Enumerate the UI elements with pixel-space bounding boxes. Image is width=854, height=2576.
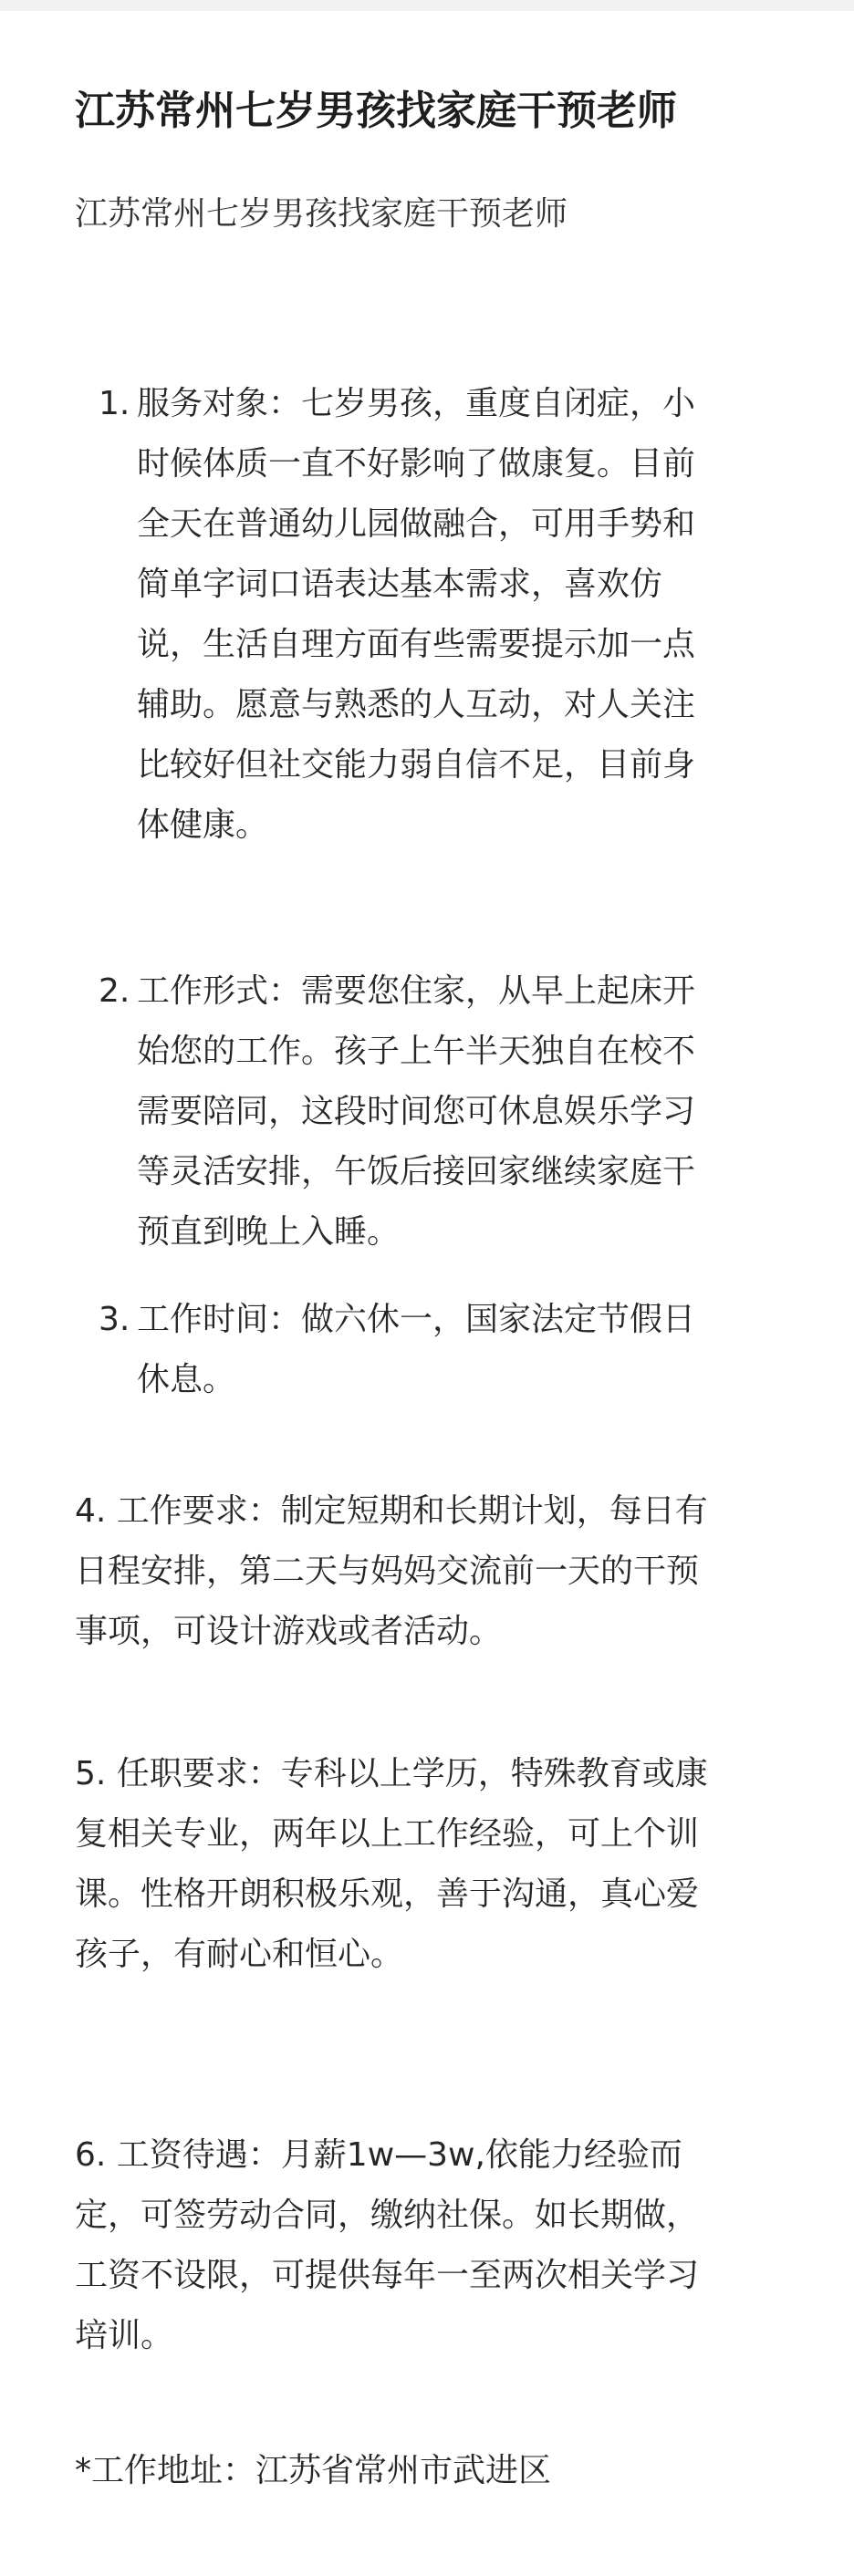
text-line: 需要陪同，这段时间您可休息娱乐学习 bbox=[137, 1093, 696, 1130]
list-number: 2. bbox=[99, 972, 130, 1010]
text-line: 复相关专业，两年以上工作经验，可上个训 bbox=[75, 1815, 700, 1853]
paragraph-work-address bbox=[75, 2441, 786, 2501]
text-line: 体健康。 bbox=[137, 806, 269, 844]
text-line: 说，生活自理方面有些需要提示加一点 bbox=[137, 626, 696, 663]
article-title: 江苏常州七岁男孩找家庭干预老师 bbox=[75, 88, 677, 134]
text-line: 预直到晚上入睡。 bbox=[137, 1213, 401, 1251]
text-line: 服务对象：七岁男孩，重度自闭症，小 bbox=[137, 385, 696, 422]
article-subtitle: 江苏常州七岁男孩找家庭干预老师 bbox=[75, 195, 568, 233]
list-item-work-time bbox=[99, 1290, 776, 1410]
text-line: 比较好但社交能力弱自信不足，目前身 bbox=[137, 746, 696, 784]
text-line: 4. 工作要求：制定短期和长期计划，每日有 bbox=[75, 1492, 708, 1530]
text-line: 日程安排，第二天与妈妈交流前一天的干预 bbox=[75, 1553, 700, 1590]
text-line: 始您的工作。孩子上午半天独自在校不 bbox=[137, 1033, 696, 1070]
text-line: 工作时间：做六休一，国家法定节假日 bbox=[137, 1301, 696, 1338]
text-line: 工资不设限，可提供每年一至两次相关学习 bbox=[75, 2257, 700, 2294]
text-line: 简单字词口语表达基本需求，喜欢仿 bbox=[137, 566, 663, 603]
list-number: 3. bbox=[99, 1301, 130, 1338]
text-line: 5. 任职要求：专科以上学历，特殊教育或康 bbox=[75, 1755, 708, 1792]
text-line: 6. 工资待遇：月薪1w—3w,依能力经验而 bbox=[75, 2136, 682, 2174]
list-item-service-target bbox=[99, 374, 776, 856]
text-line: 定，可签劳动合同，缴纳社保。如长期做， bbox=[75, 2197, 700, 2234]
text-line: 培训。 bbox=[75, 2317, 174, 2354]
text-line: 课。性格开朗积极乐观，善于沟通，真心爱 bbox=[75, 1875, 700, 1913]
text-line: *工作地址：江苏省常州市武进区 bbox=[75, 2452, 552, 2489]
list-item-work-form bbox=[99, 961, 776, 1262]
list-number: 1. bbox=[99, 385, 130, 422]
text-line: 等灵活安排，午饭后接回家继续家庭干 bbox=[137, 1153, 696, 1190]
top-strip bbox=[0, 0, 854, 11]
text-line: 孩子，有耐心和恒心。 bbox=[75, 1936, 404, 1973]
text-line: 休息。 bbox=[137, 1361, 236, 1398]
paragraph-work-requirements bbox=[75, 1481, 786, 1662]
text-line: 时候体质一直不好影响了做康复。目前 bbox=[137, 445, 696, 483]
paragraph-salary bbox=[75, 2125, 786, 2366]
text-line: 事项，可设计游戏或者活动。 bbox=[75, 1613, 503, 1650]
text-line: 辅助。愿意与熟悉的人互动，对人关注 bbox=[137, 686, 696, 723]
paragraph-job-requirements bbox=[75, 1744, 786, 1985]
text-line: 工作形式：需要您住家，从早上起床开 bbox=[137, 972, 696, 1010]
text-line: 全天在普通幼儿园做融合，可用手势和 bbox=[137, 505, 696, 543]
